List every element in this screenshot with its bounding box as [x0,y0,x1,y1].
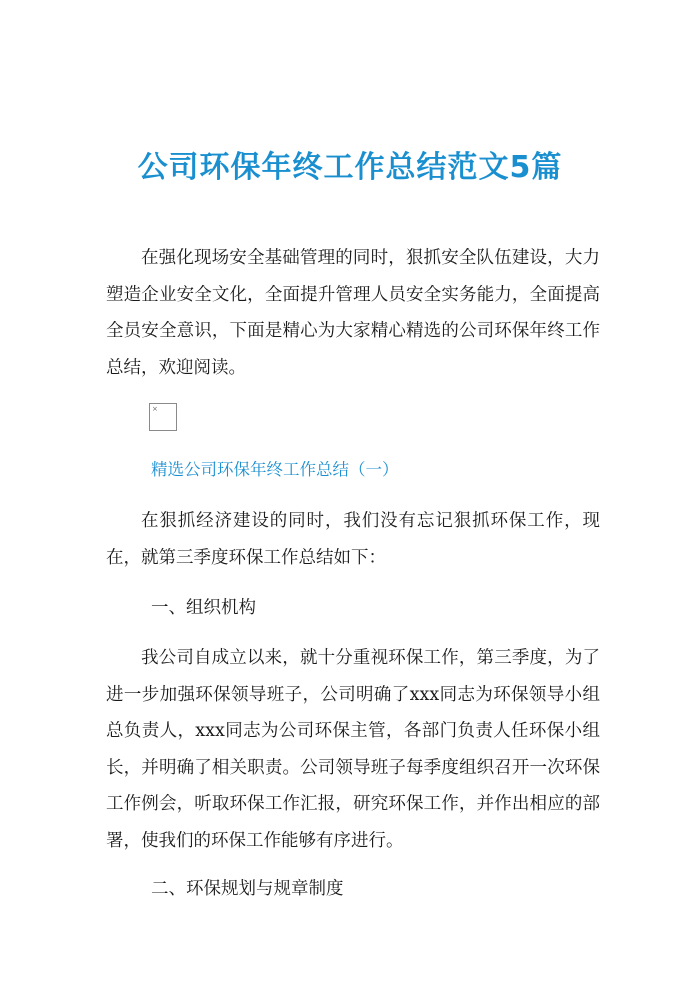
document-title: 公司环保年终工作总结范文5篇 [137,150,563,185]
intro-paragraph: 在强化现场安全基础管理的同时，狠抓安全队伍建设，大力塑造企业安全文化，全面提升管理人员安全实务能力，全面提高全员安全意识，下面是精心为大家精心精选的公司环保年终工作总结，欢迎阅读。 [106,248,600,378]
body-paragraph-3: 我公司自成立以来，就十分重视环保工作，第三季度，为了进一步加强环保领导班子，公司明确了xxx同志为环保领导小组总负责人，xxx同志为公司环保主管，各部门负责人任环保小组长，并明确了相关职责。公司领导班子每季度组织召开一次环保工作例会，听取环保工作汇报，研究环保工作，并作出相应的部署，使我们的环保工作能够有序进行。 [106,648,600,851]
section-heading-organization: 一、组织机构 [151,598,256,618]
image-placeholder-mark: × [152,405,158,413]
section-heading-planning: 二、环保规划与规章制度 [151,879,344,899]
body-paragraph-2: 在狠抓经济建设的同时，我们没有忘记狠抓环保工作，现在，就第三季度环保工作总结如下： [106,511,600,568]
section-subheading: 精选公司环保年终工作总结（一） [151,460,399,479]
broken-image-icon [149,403,177,431]
